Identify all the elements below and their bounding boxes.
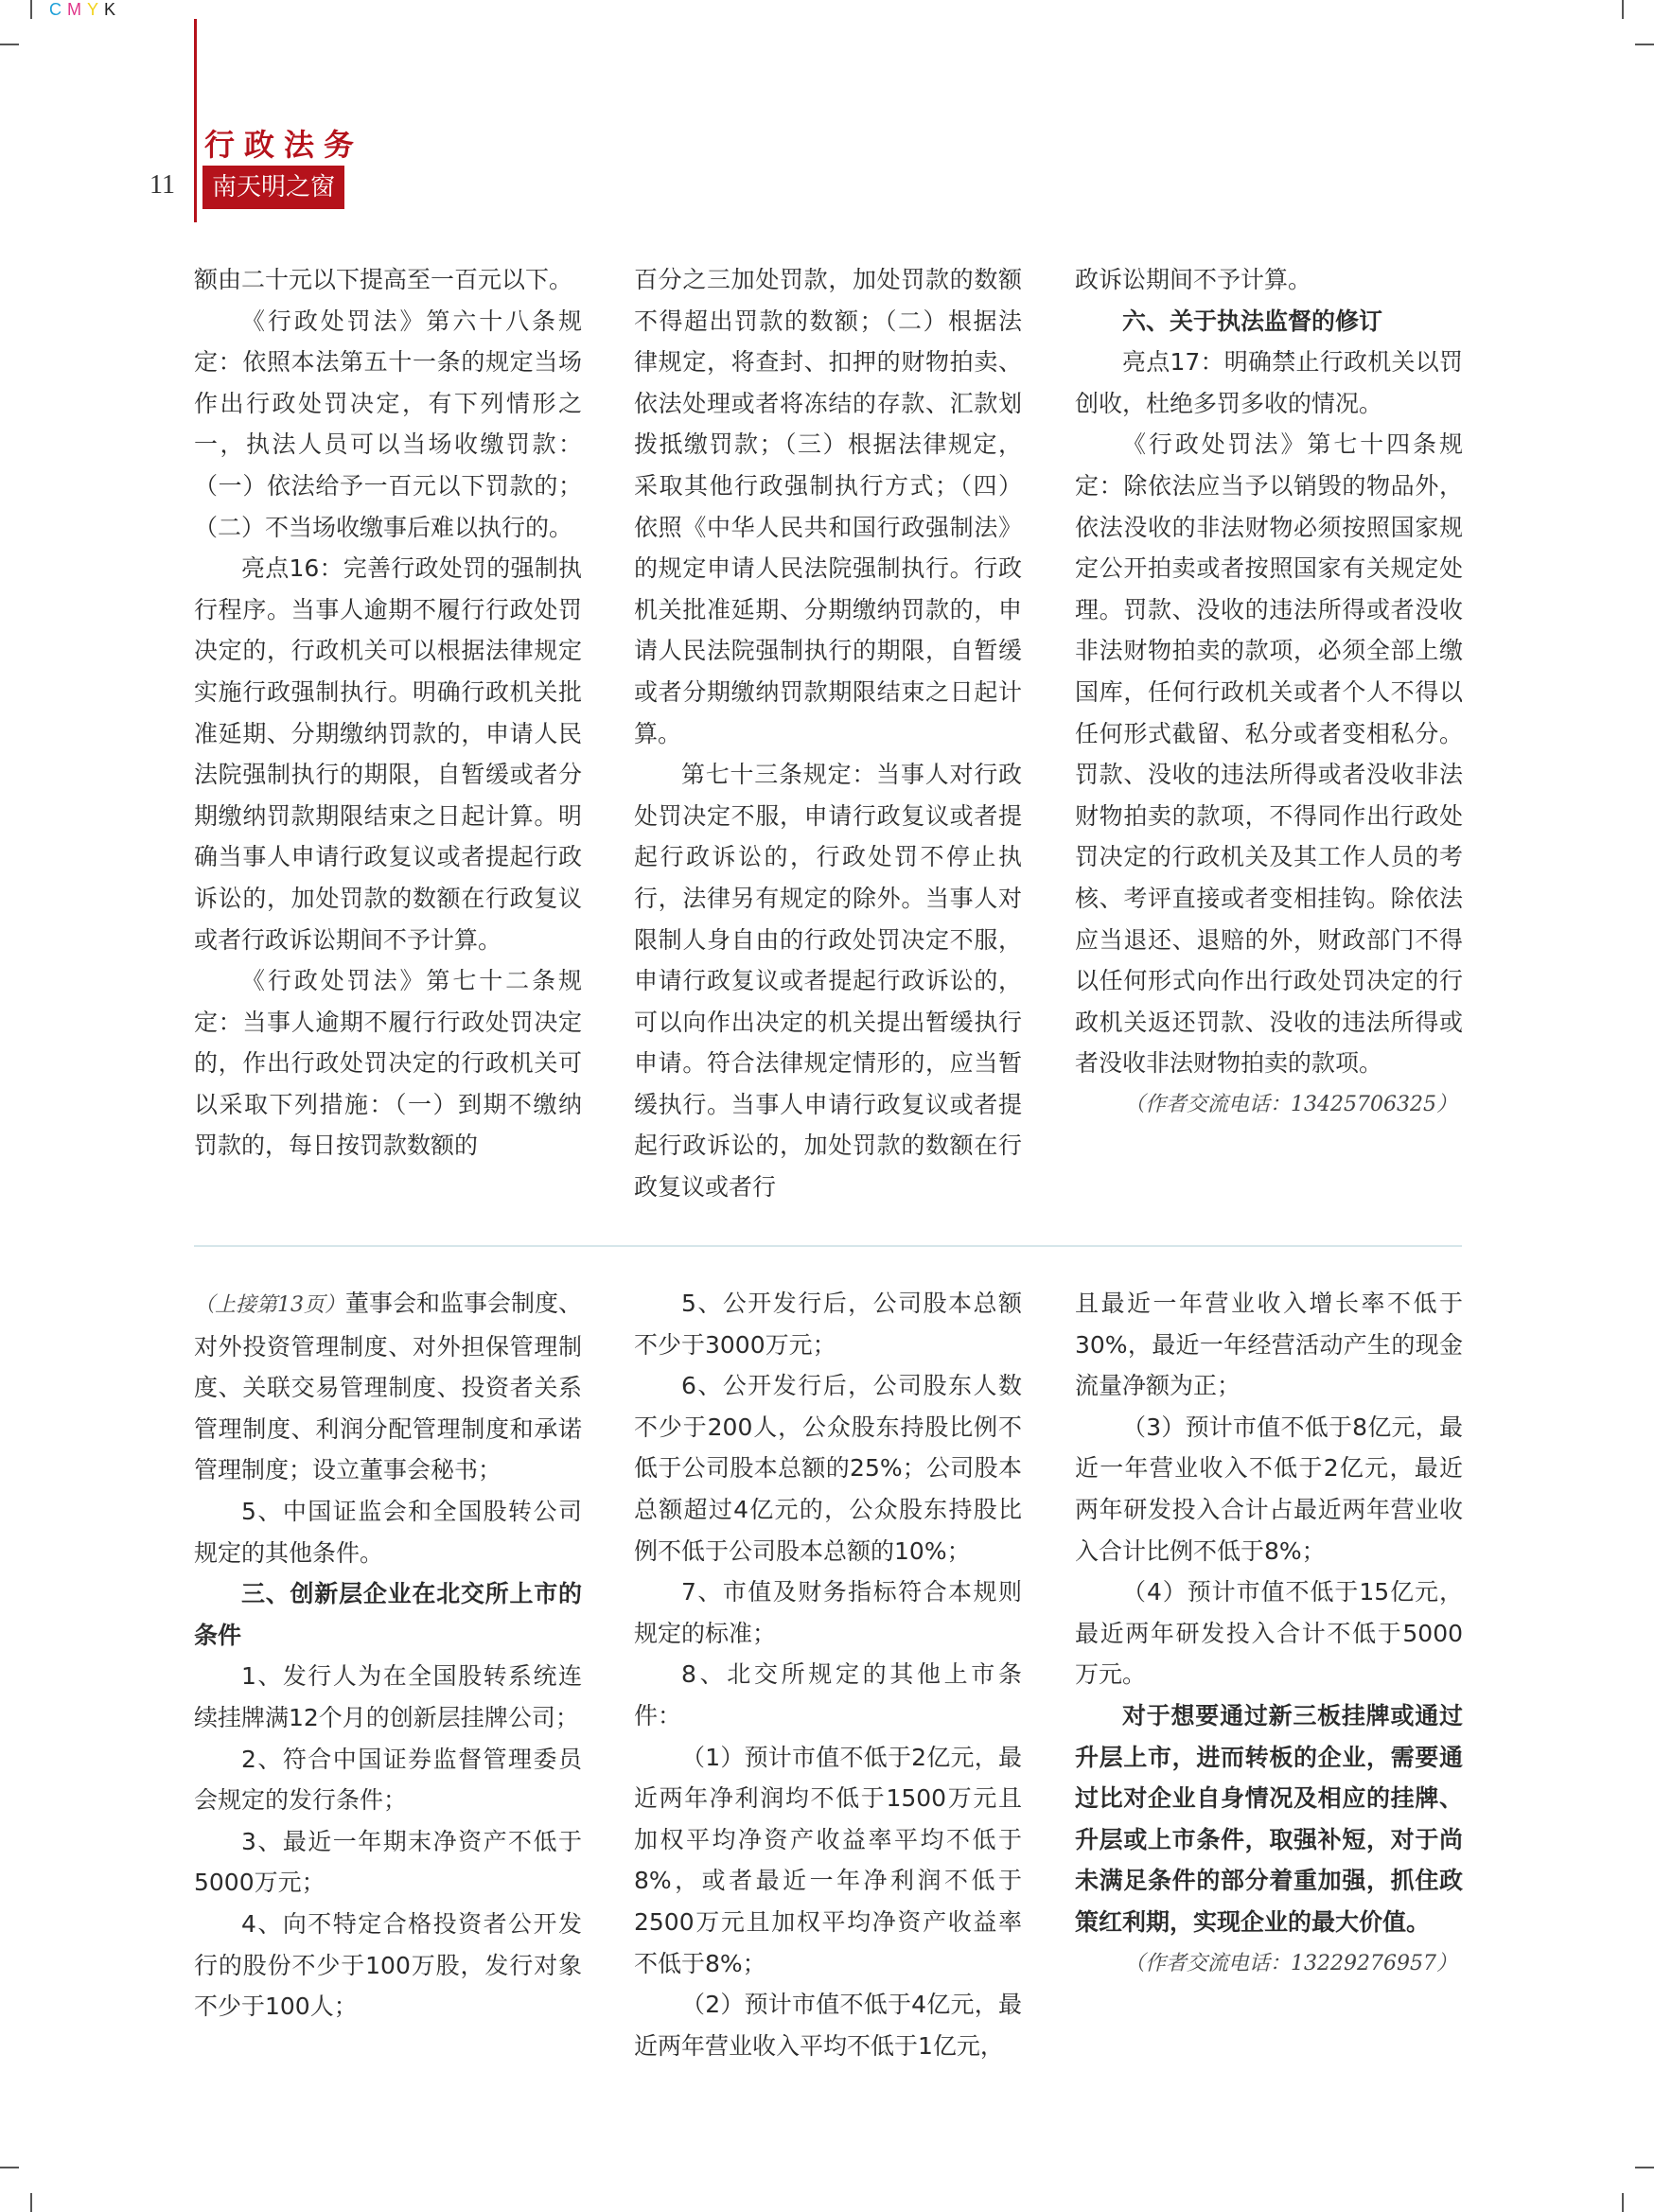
paragraph: （1）预计市值不低于2亿元，最近两年净利润均不低于1500万元且加权平均净资产收益率平均不低于8%，或者最近一年净利润不低于2500万元且加权平均净资产收益率不低于8%； [634, 1743, 1022, 1977]
header-rule [194, 19, 197, 222]
paragraph: （4）预计市值不低于15亿元，最近两年研发投入合计不低于5000万元。 [1075, 1578, 1463, 1689]
crop-mark [30, 0, 32, 19]
cmyk-y: Y [87, 0, 105, 19]
cmyk-registration [49, 0, 121, 20]
paragraph: 8、北交所规定的其他上市条件： [634, 1660, 1022, 1729]
crop-mark [0, 44, 19, 45]
paragraph: 《行政处罚法》第七十二条规定：当事人逾期不履行行政处罚决定的，作出行政处罚决定的行政机关可以采取下列措施：（一）到期不缴纳罚款的，每日按罚款数额的 [194, 967, 582, 1160]
crop-mark [1622, 0, 1624, 19]
crop-mark [1635, 2167, 1654, 2168]
article2-column-2 [634, 1283, 1022, 2066]
paragraph: 政诉讼期间不予计算。 [1075, 266, 1312, 293]
column-tag: 南天明之窗 [202, 166, 344, 209]
paragraph: 5、公开发行后，公司股本总额不少于3000万元； [634, 1290, 1022, 1359]
paragraph: 1、发行人为在全国股转系统连续挂牌满12个月的创新层挂牌公司； [194, 1662, 582, 1731]
paragraph: 6、公开发行后，公司股东人数不少于200人，公众股东持股比例不低于公司股本总额的25%；公司股本总额超过4亿元的，公众股东持股比例不低于公司股本总额的10%； [634, 1372, 1022, 1565]
article-divider [194, 1245, 1462, 1247]
cmyk-c: C [49, 0, 67, 19]
paragraph: 第七十三条规定：当事人对行政处罚决定不服，申请行政复议或者提起行政诉讼的，行政处罚不停止执行，法律另有规定的除外。当事人对限制人身自由的行政处罚决定不服，申请行政复议或者提起行政诉讼的，可以向作出决定的机关提出暂缓执行申请。符合法律规定情形的，应当暂缓执行。当事人申请行政复议或者提起行政诉讼的，加处罚款的数额在行政复议或者行 [634, 761, 1022, 1202]
article1-column-1 [194, 259, 582, 1167]
article2-column-1 [194, 1283, 582, 2028]
paragraph: 《行政处罚法》第六十八条规定：依照本法第五十一条的规定当场作出行政处罚决定，有下列情形之一，执法人员可以当场收缴罚款：（一）依法给予一百元以下罚款的；（二）不当场收缴事后难以执行的。 [194, 307, 582, 541]
paragraph: 2、符合中国证券监督管理委员会规定的发行条件； [194, 1745, 582, 1815]
article1-column-3 [1075, 259, 1463, 1125]
subheading: 三、创新层企业在北交所上市的条件 [194, 1580, 582, 1649]
paragraph: 4、向不特定合格投资者公开发行的股份不少于100万股，发行对象不少于100人； [194, 1909, 582, 2021]
author-contact: （作者交流电话：13229276957） [1124, 1951, 1457, 1975]
paragraph: 额由二十元以下提高至一百元以下。 [194, 266, 573, 293]
article2-column-3 [1075, 1283, 1463, 1984]
conclusion-paragraph: 对于想要通过新三板挂牌或通过升层上市，进而转板的企业，需要通过比对企业自身情况及相应的挂牌、升层或上市条件，取强补短，对于尚未满足条件的部分着重加强，抓住政策红利期，实现企业的最大价值。 [1075, 1701, 1463, 1936]
paragraph: 《行政处罚法》第七十四条规定：除依法应当予以销毁的物品外，依法没收的非法财物必须按照国家规定公开拍卖或者按照国家有关规定处理。罚款、没收的违法所得或者没收非法财物拍卖的款项，必须全部上缴国库，任何行政机关或者个人不得以任何形式截留、私分或者变相私分。罚款、没收的违法所得或者没收非法财物拍卖的款项，不得同作出行政处罚决定的行政机关及其工作人员的考核、考评直接或者变相挂钩。除依法应当退还、退赔的外，财政部门不得以任何形式向作出行政处罚决定的行政机关返还罚款、没收的违法所得或者没收非法财物拍卖的款项。 [1075, 430, 1463, 1078]
crop-mark [1622, 2193, 1624, 2212]
paragraph: （2）预计市值不低于4亿元，最近两年营业收入平均不低于1亿元， [634, 1991, 1022, 2060]
paragraph: （3）预计市值不低于8亿元，最近一年营业收入不低于2亿元，最近两年研发投入合计占最近两年营业收入合计比例不低于8%； [1075, 1413, 1463, 1565]
crop-mark [0, 2167, 19, 2168]
paragraph: 5、中国证监会和全国股转公司规定的其他条件。 [194, 1497, 582, 1567]
paragraph: 亮点16：完善行政处罚的强制执行程序。当事人逾期不履行行政处罚决定的，行政机关可以根据法律规定实施行政强制执行。明确行政机关批准延期、分期缴纳罚款的，申请人民法院强制执行的期限，自暂缓或者分期缴纳罚款期限结束之日起计算。明确当事人申请行政复议或者提起行政诉讼的，加处罚款的数额在行政复议或者行政诉讼期间不予计算。 [194, 554, 582, 954]
paragraph: 百分之三加处罚款，加处罚款的数额不得超出罚款的数额；（二）根据法律规定，将查封、扣押的财物拍卖、依法处理或者将冻结的存款、汇款划拨抵缴罚款；（三）根据法律规定，采取其他行政强制执行方式；（四）依照《中华人民共和国行政强制法》的规定申请人民法院强制执行。行政机关批准延期、分期缴纳罚款的，申请人民法院强制执行的期限，自暂缓或者分期缴纳罚款期限结束之日起计算。 [634, 266, 1022, 747]
author-contact: （作者交流电话：13425706325） [1124, 1092, 1457, 1116]
paragraph: 3、最近一年期末净资产不低于5000万元； [194, 1827, 582, 1897]
continued-note: （上接第13页） [194, 1293, 345, 1317]
subheading: 六、关于执法监督的修订 [1122, 307, 1383, 335]
section-title: 行政法务 [204, 127, 364, 163]
crop-mark [30, 2193, 32, 2212]
paragraph: 且最近一年营业收入增长率不低于30%，最近一年经营活动产生的现金流量净额为正； [1075, 1290, 1463, 1400]
paragraph: 亮点17：明确禁止行政机关以罚创收，杜绝多罚多收的情况。 [1075, 348, 1463, 417]
paragraph: 7、市值及财务指标符合本规则规定的标准； [634, 1578, 1022, 1647]
paragraph [194, 1283, 582, 1491]
paragraph-text: 董事会和监事会制度、对外投资管理制度、对外担保管理制度、关联交易管理制度、投资者关系管理制度、利润分配管理制度和承诺管理制度；设立董事会秘书； [194, 1290, 583, 1484]
crop-mark [1635, 44, 1654, 45]
page-number: 11 [150, 170, 175, 200]
cmyk-m: M [67, 0, 87, 19]
article1-column-2 [634, 259, 1022, 1208]
cmyk-k: K [104, 0, 122, 19]
